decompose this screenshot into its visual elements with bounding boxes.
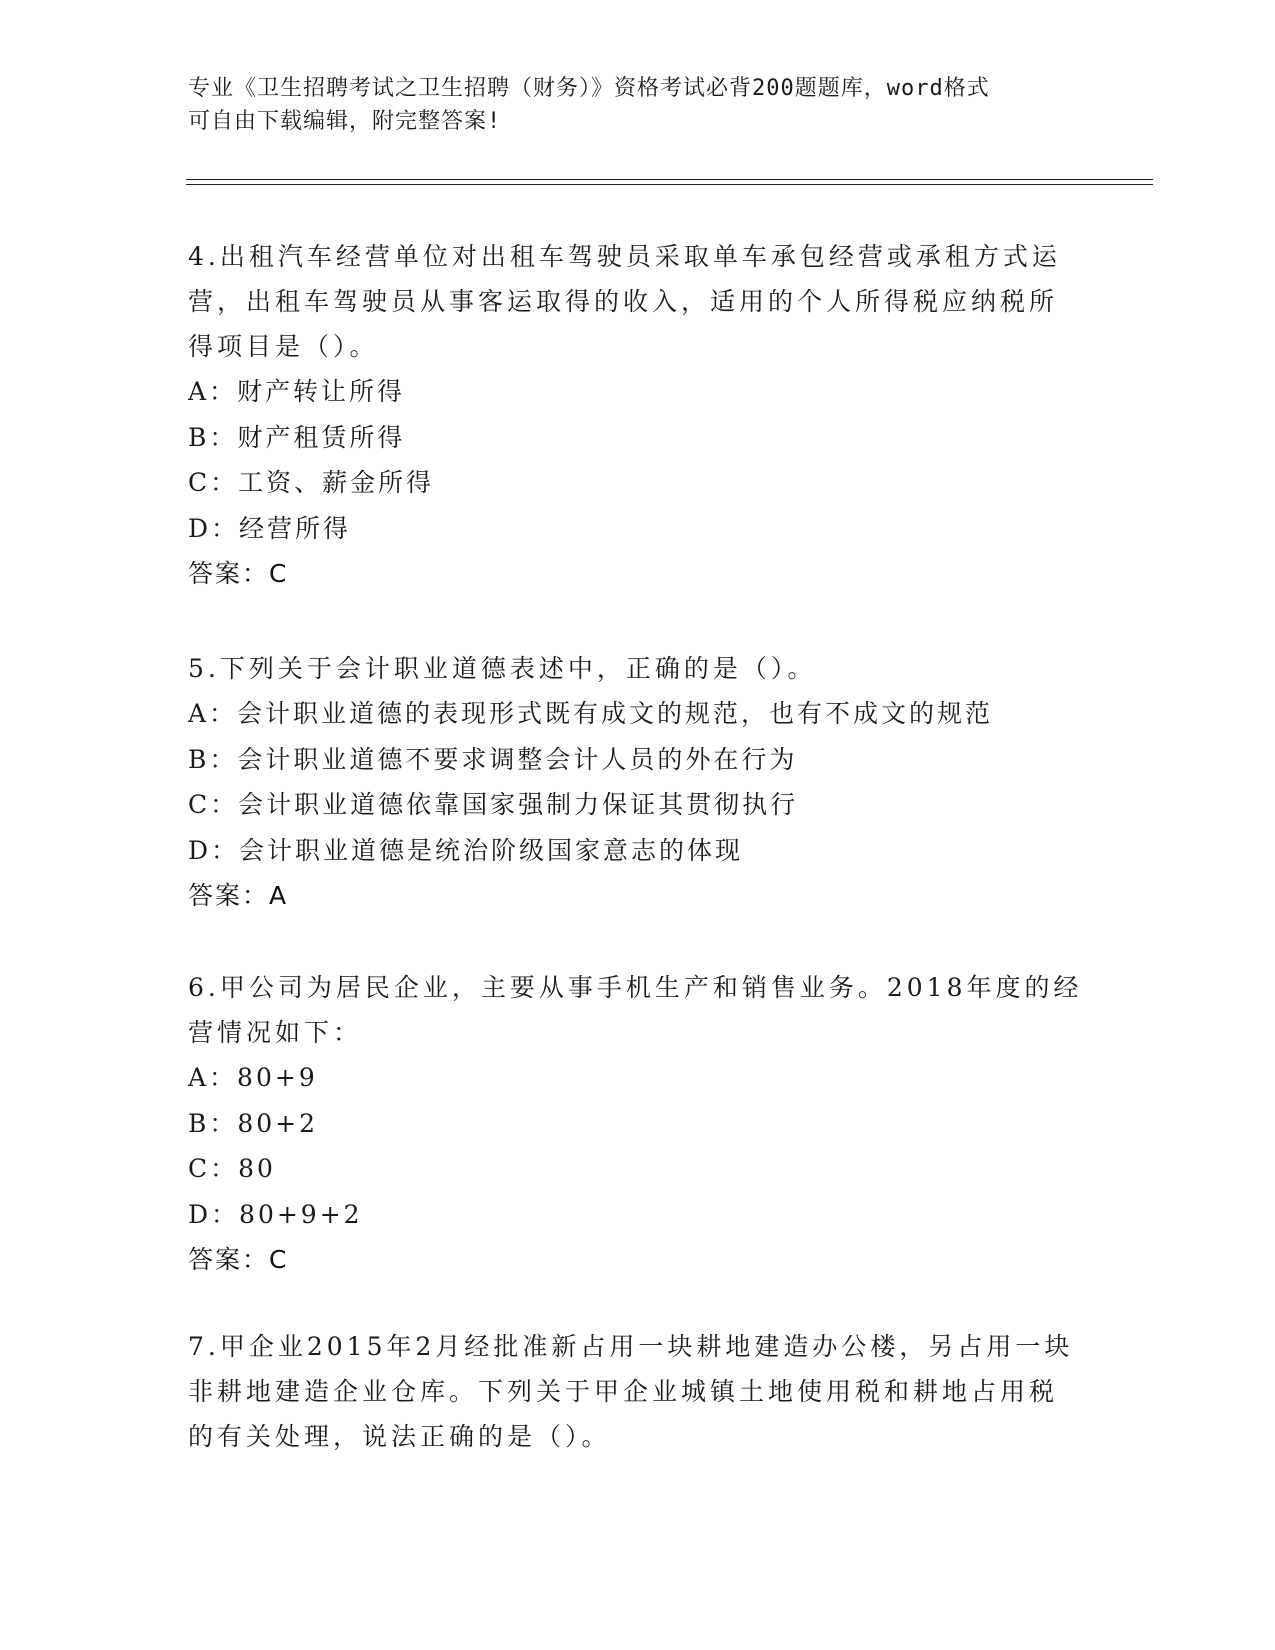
question-stem [188, 1324, 1088, 1459]
header-divider-top [186, 179, 1153, 180]
option-d: D：经营所得 [188, 513, 352, 543]
answer-line: 答案：C [188, 1245, 289, 1274]
option-c: C：80 [188, 1154, 276, 1183]
option-d: D：会计职业道德是统治阶级国家意志的体现 [188, 835, 744, 865]
question-5 [188, 646, 1088, 919]
option-c: C：会计职业道德依靠国家强制力保证其贯彻执行 [188, 790, 799, 819]
stem-line: 营情况如下： [188, 1018, 363, 1047]
option-a: A：财产转让所得 [188, 377, 406, 406]
option-a: A：会计职业道德的表现形式既有成文的规范，也有不成文的规范 [188, 699, 994, 728]
stem-line: 得项目是（）。 [188, 332, 379, 361]
stem-line: 5.下列关于会计职业道德表述中，正确的是（）。 [188, 654, 817, 683]
stem-line: 7.甲企业2015年2月经批准新占用一块耕地建造办公楼，另占用一块 [188, 1332, 1074, 1361]
stem-line: 的有关处理，说法正确的是（）。 [188, 1422, 611, 1451]
question-stem [188, 234, 1088, 369]
question-4 [188, 234, 1088, 597]
header-divider-bottom [186, 184, 1153, 185]
option-b: B：80+2 [188, 1108, 319, 1138]
question-7 [188, 1324, 1088, 1459]
header-line-1: 专业《卫生招聘考试之卫生招聘（财务）》资格考试必背200题题库，word格式 [188, 76, 990, 101]
header-line-2: 可自由下载编辑，附完整答案! [188, 109, 502, 134]
question-stem [188, 646, 1088, 691]
stem-line: 6.甲公司为居民企业，主要从事手机生产和销售业务。2018年度的经 [188, 973, 1083, 1002]
option-b: B：会计职业道德不要求调整会计人员的外在行为 [188, 744, 798, 774]
option-b: B：财产租赁所得 [188, 422, 406, 452]
question-6 [188, 965, 1088, 1283]
stem-line: 4.出租汽车经营单位对出租车驾驶员采取单车承包经营或承租方式运 [188, 242, 1061, 271]
stem-line: 非耕地建造企业仓库。下列关于甲企业城镇土地使用税和耕地占用税 [188, 1377, 1059, 1406]
stem-line: 营，出租车驾驶员从事客运取得的收入，适用的个人所得税应纳税所 [188, 287, 1059, 316]
question-stem [188, 965, 1088, 1055]
option-a: A：80+9 [188, 1063, 318, 1092]
answer-line: 答案：C [188, 559, 289, 588]
answer-line: 答案：A [188, 881, 289, 910]
option-d: D：80+9+2 [188, 1199, 363, 1229]
document-header [188, 72, 1088, 138]
option-c: C：工资、薪金所得 [188, 468, 435, 497]
